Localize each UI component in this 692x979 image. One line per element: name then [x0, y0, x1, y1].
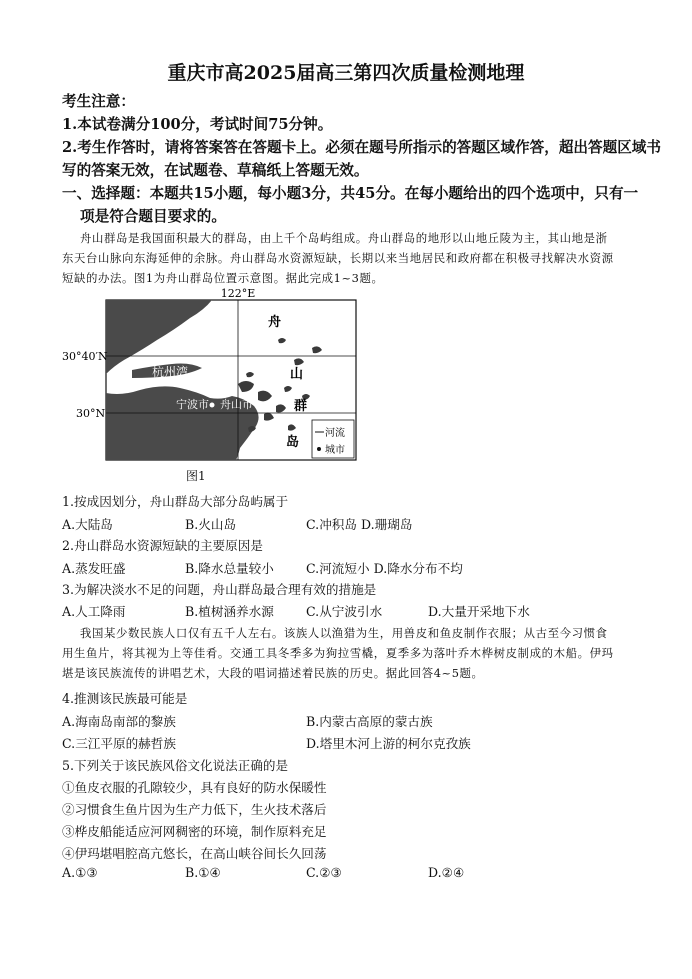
question-5-stem: 5.下列关于该民族风俗文化说法正确的是 [62, 758, 289, 773]
ningbo-label: 宁波市 [176, 398, 209, 411]
question-4-option-a: A.海南岛南部的黎族 [62, 714, 176, 729]
question-3-option-a: A.人工降雨 [62, 604, 126, 619]
question-5-option-a: A.①③ [62, 865, 98, 880]
question-2-option-b: B.降水总量较小 [185, 561, 274, 576]
group-label-qun: 群 [294, 399, 308, 414]
question-5-statement-3: ③桦皮船能适应河网稠密的环境，制作原料充足 [62, 824, 327, 839]
question-4-option-b: B.内蒙古高原的蒙古族 [306, 714, 433, 729]
notice-item-1: 1.本试卷满分100分，考试时间75分钟。 [62, 116, 333, 133]
city-legend-symbol [317, 447, 321, 451]
passage-2-line: 堪是该民族流传的讲唱艺术，大段的唱词描述着民族的历史。据此回答4~5题。 [62, 666, 484, 680]
question-5-option-c: C.②③ [306, 865, 342, 880]
group-label-zhou: 舟 [268, 315, 282, 330]
page-title: 重庆市高2025届高三第四次质量检测地理 [167, 62, 525, 84]
notice-item-2: 2.考生作答时，请将答案答在答题卡上。必须在题号所指示的答题区域作答，超出答题区域书 [62, 139, 661, 156]
passage-1-line: 短缺的办法。图1为舟山群岛位置示意图。据此完成1~3题。 [62, 271, 384, 285]
notice-item-2-cont: 写的答案无效，在试题卷、草稿纸上答题无效。 [62, 162, 369, 179]
zhoushan-map [62, 288, 362, 463]
question-1-option-a: A.大陆岛 [62, 517, 113, 532]
figure-caption: 图1 [186, 469, 206, 483]
hangzhou-bay-label: 杭州湾 [152, 365, 189, 379]
latitude-label-1: 30°40′N [62, 350, 108, 363]
question-2-option-cd: C.河流短小 D.降水分布不均 [306, 561, 463, 576]
passage-2-line: 我国某少数民族人口仅有五千人左右。该族人以渔猎为生，用兽皮和鱼皮制作衣服；从古至今习惯食 [80, 626, 608, 640]
group-label-shan: 山 [290, 367, 304, 382]
passage-2-line: 用生鱼片，将其视为上等佳肴。交通工具冬季多为狗拉雪橇，夏季多为落叶乔木桦树皮制成的木船。伊玛 [62, 646, 614, 660]
question-5-statement-4: ④伊玛堪唱腔高亢悠长，在高山峡谷间长久回荡 [62, 846, 327, 861]
passage-1-line: 舟山群岛是我国面积最大的群岛，由上千个岛屿组成。舟山群岛的地形以山地丘陵为主，其山地是浙 [80, 231, 608, 245]
question-5-option-b: B.①④ [185, 865, 221, 880]
passage-1-line: 东天台山脉向东海延伸的余脉。舟山群岛水资源短缺，长期以来当地居民和政府都在积极寻找解决水资源 [62, 251, 614, 265]
legend-city-label: 城市 [325, 445, 345, 456]
zhoushan-city-marker [256, 403, 261, 408]
question-5-option-d: D.②④ [428, 865, 465, 880]
longitude-label: 122°E [220, 288, 256, 300]
question-4-option-d: D.塔里木河上游的柯尔克孜族 [306, 736, 471, 751]
question-1-option-b: B.火山岛 [185, 517, 237, 532]
question-2-option-a: A.蒸发旺盛 [62, 561, 126, 576]
question-2-stem: 2.舟山群岛水资源短缺的主要原因是 [62, 538, 263, 553]
zhoushan-city-label: 舟山市 [220, 398, 253, 411]
question-3-option-c: C.从宁波引水 [306, 604, 383, 619]
question-4-stem: 4.推测该民族最可能是 [62, 691, 188, 706]
question-1-stem: 1.按成因划分，舟山群岛大部分岛屿属于 [62, 494, 289, 509]
group-label-dao: 岛 [286, 435, 300, 450]
question-5-statement-1: ①鱼皮衣服的孔隙较少，具有良好的防水保暖性 [62, 780, 327, 795]
ningbo-city-marker [210, 403, 215, 408]
question-4-option-c: C.三江平原的赫哲族 [62, 736, 176, 751]
section-heading: 一、选择题：本题共15小题，每小题3分，共45分。在每小题给出的四个选项中，只有一 [62, 185, 639, 202]
latitude-label-2: 30°N [76, 407, 106, 420]
section-heading-cont: 项是符合题目要求的。 [80, 208, 226, 225]
legend-river-label: 河流 [325, 428, 345, 439]
notice-heading: 考生注意： [62, 93, 135, 110]
question-1-option-cd: C.冲积岛 D.珊瑚岛 [306, 517, 413, 532]
question-5-statement-2: ②习惯食生鱼片因为生产力低下，生火技术落后 [62, 802, 327, 817]
question-3-stem: 3.为解决淡水不足的问题，舟山群岛最合理有效的措施是 [62, 582, 377, 597]
question-3-option-d: D.大量开采地下水 [428, 604, 530, 619]
question-3-option-b: B.植树涵养水源 [185, 604, 274, 619]
